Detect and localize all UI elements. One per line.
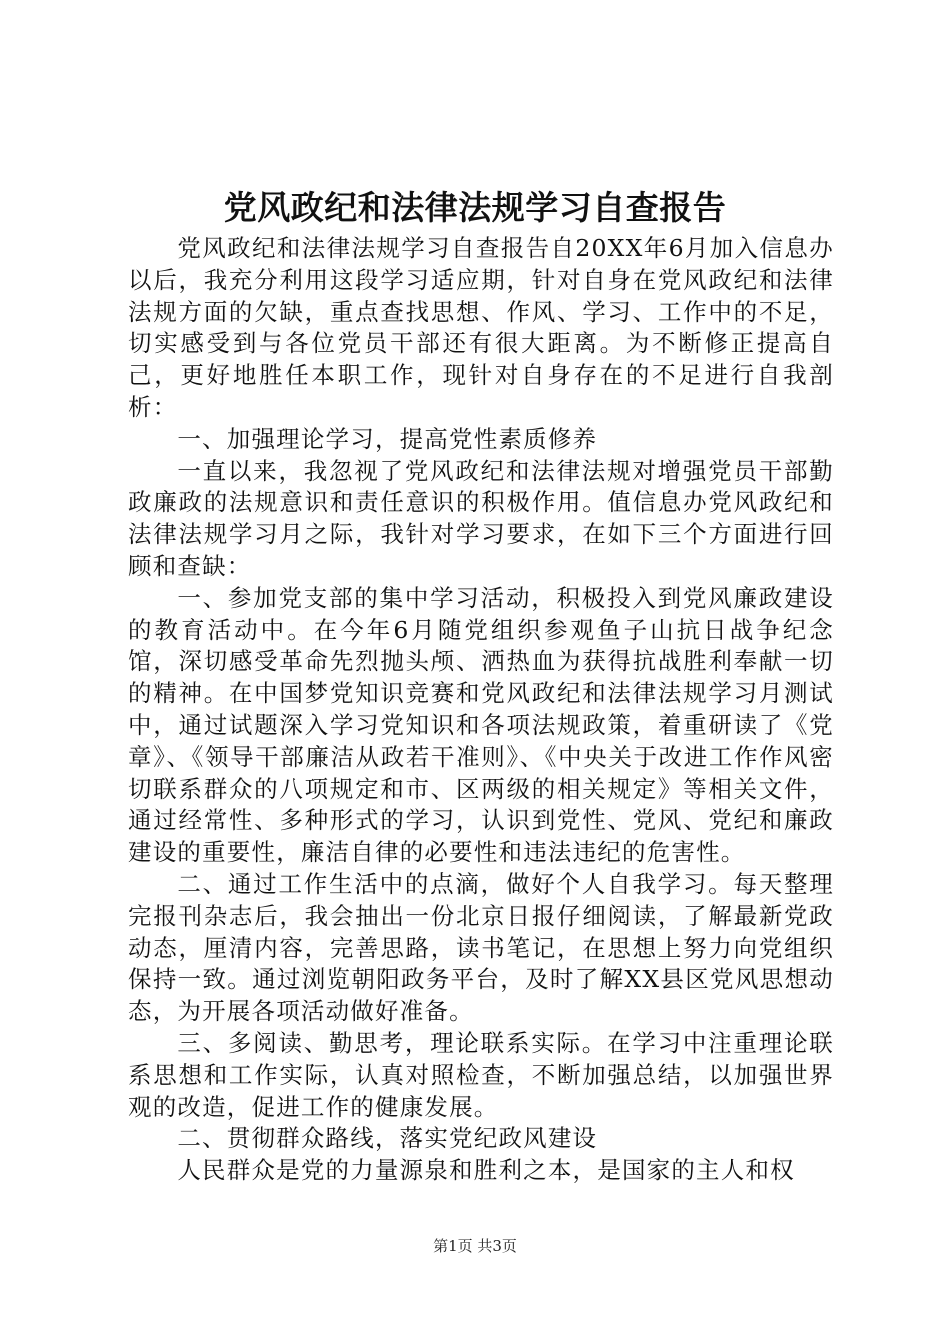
paragraph: 人民群众是党的力量源泉和胜利之本，是国家的主人和权 <box>177 1156 795 1185</box>
document-body <box>128 233 834 1187</box>
paragraph: 一、参加党支部的集中学习活动，积极投入到党风廉政建设的教育活动中。在今年6月随党组织参观鱼子山抗日战争纪念馆，深切感受革命先烈抛头颅、洒热血为获得抗战胜利奉献一切的精神。在中国梦党知识竞赛和党风政纪和法律法规学习月测试中，通过试题深入学习党知识和各项法规政策，着重研读了《党章》、《领导干部廉洁从政若干准则》、《中央关于改进工作作风密切联系群众的八项规定和市、区两级的相关规定》等相关文件，通过经常性、多种形式的学习，认识到党性、党风、党纪和廉政建设的重要性，廉洁自律的必要性和违法违纪的危害性。 <box>128 583 834 867</box>
heading-section-1: 一、加强理论学习，提高党性素质修养 <box>177 424 598 453</box>
paragraph: 三、多阅读、勤思考，理论联系实际。在学习中注重理论联系思想和工作实际，认真对照检查，不断加强总结，以加强世界观的改造，促进工作的健康发展。 <box>128 1028 834 1121</box>
document-title: 党风政纪和法律法规学习自查报告 <box>223 188 727 227</box>
heading-section-2: 二、贯彻群众路线，落实党纪政风建设 <box>177 1124 598 1153</box>
page-number-footer: 第1页 共3页 <box>433 1237 517 1255</box>
paragraph-intro: 党风政纪和法律法规学习自查报告自20XX年6月加入信息办以后，我充分利用这段学习适应期，针对自身在党风政纪和法律法规方面的欠缺，重点查找思想、作风、学习、工作中的不足，切实感受到与各位党员干部还有很大距离。为不断修正提高自己，更好地胜任本职工作，现针对自身存在的不足进行自我剖析： <box>128 234 834 421</box>
paragraph: 二、通过工作生活中的点滴，做好个人自我学习。每天整理完报刊杂志后，我会抽出一份北京日报仔细阅读，了解最新党政动态，厘清内容，完善思路，读书笔记，在思想上努力向党组织保持一致。通过浏览朝阳政务平台，及时了解XX县区党风思想动态，为开展各项活动做好准备。 <box>128 869 834 1026</box>
paragraph: 一直以来，我忽视了党风政纪和法律法规对增强党员干部勤政廉政的法规意识和责任意识的积极作用。值信息办党风政纪和法律法规学习月之际，我针对学习要求，在如下三个方面进行回顾和查缺： <box>128 456 834 580</box>
